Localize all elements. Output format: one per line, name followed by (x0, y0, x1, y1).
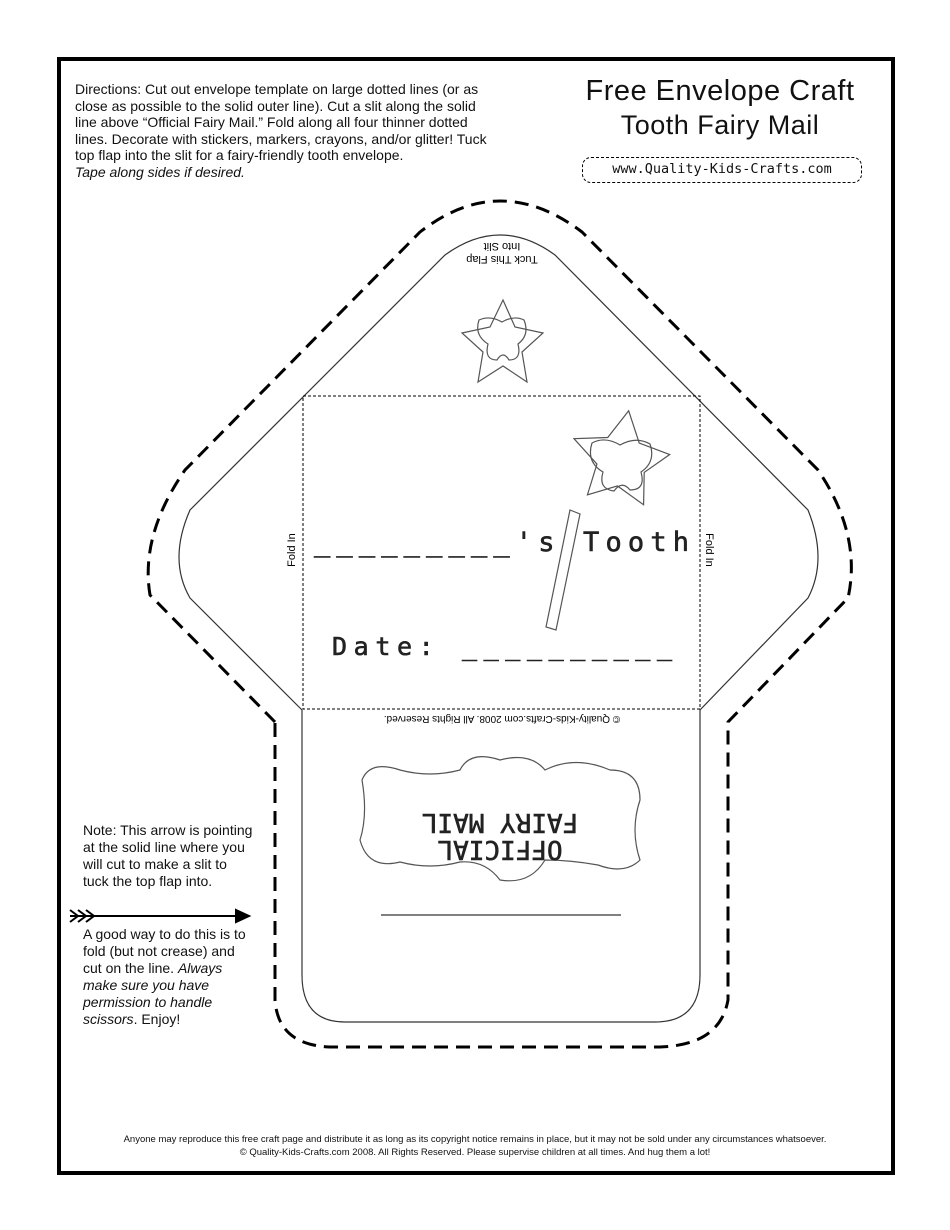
fold-label-right: Fold In (703, 533, 715, 567)
outer-cut-line (148, 201, 851, 1047)
directions-label: Directions: (75, 81, 142, 97)
date-label: Date: __________ (332, 632, 672, 661)
title-line-2: Tooth Fairy Mail (620, 110, 820, 140)
star-small-icon (462, 300, 543, 382)
note-body: This arrow is pointing at the solid line where you will cut to make a slit to tuck the top flap into. (83, 822, 253, 889)
fairy-mail-text: FAIRY MAIL (421, 807, 579, 837)
directions-body: Cut out envelope template on large dotted lines (or as close as possible to the solid outer line). Cut a slit along the solid line above “Official Fairy Mail.” Fold along all four thinner dotted lines. Decorate with stickers, markers, crayons, and/or glitter! Tuck top flap into the slit for a fairy-friendly tooth envelope. (75, 81, 487, 163)
wand-icon (546, 402, 676, 630)
title-line-1: Free Envelope Craft (585, 75, 855, 107)
tip-italic: Always make sure you have permission to handle scissors (83, 960, 223, 1027)
arrow-icon (70, 910, 249, 922)
directions-italic: Tape along sides if desired. (75, 163, 245, 180)
arrow-note (83, 822, 253, 890)
footer (60, 1133, 890, 1159)
note-label: Note: (83, 822, 117, 838)
fold-label-left: Fold In (286, 533, 298, 567)
flap-text-line2: Into Slit (483, 240, 521, 252)
tip-end: . Enjoy! (133, 1011, 181, 1027)
tooth-label: _________'s Tooth (314, 527, 689, 558)
copyright-upside-down: © Quality-Kids-Crafts.com 2008. All Rights Reserved. (383, 713, 621, 724)
footer-line-2: © Quality-Kids-Crafts.com 2008. All Rights Reserved. Please supervise children at all times. And hug them a lot! (239, 1147, 711, 1158)
website-badge[interactable]: www.Quality-Kids-Crafts.com (582, 157, 862, 183)
cutting-tip (83, 926, 253, 1028)
official-text: OFFICIAL (437, 834, 563, 864)
flap-text-line1: Tuck This Flap (466, 253, 538, 265)
tip-body: A good way to do this is to fold (but not crease) and cut on the line. (83, 926, 246, 976)
footer-line-1: Anyone may reproduce this free craft page and distribute it as long as its copyright notice remains in place, but it may not be sold under any circumstances whatsoever. (123, 1134, 827, 1145)
